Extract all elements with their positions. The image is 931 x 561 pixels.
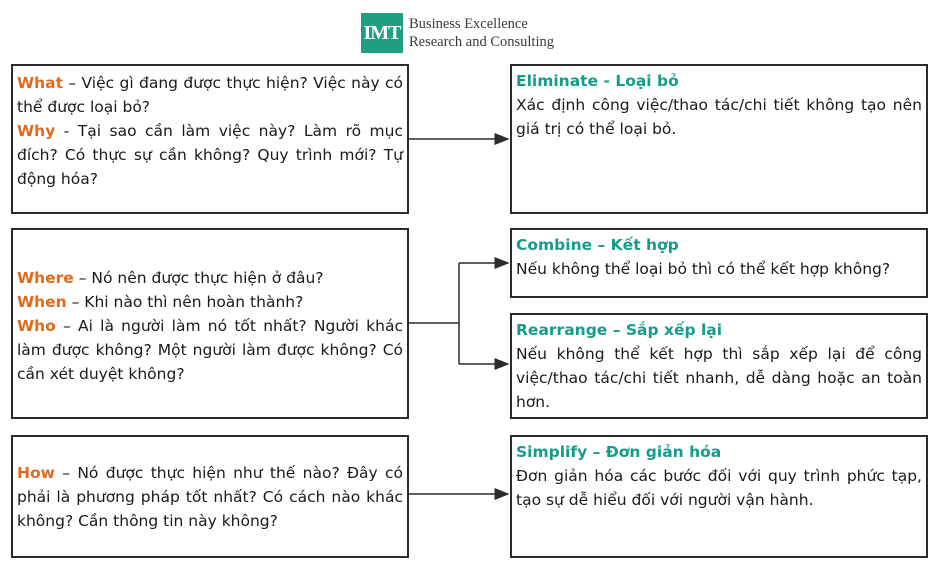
how-keyword: How: [17, 463, 55, 482]
simplify-box: [510, 435, 928, 558]
eliminate-text: Xác định công việc/thao tác/chi tiết không tạo nên giá trị có thể loại bỏ.: [516, 96, 922, 138]
simplify-text: Đơn giản hóa các bước đối với quy trình phức tạp, tạo sự dễ hiểu đối với người vận hành.: [516, 467, 922, 509]
rearrange-title: Rearrange – Sắp xếp lại: [516, 321, 723, 339]
what-why-box: [11, 64, 409, 214]
company-logo: [361, 13, 554, 53]
combine-text: Nếu không thể loại bỏ thì có thể kết hợp không?: [516, 260, 891, 278]
imt-logo-mark: IMT: [361, 13, 403, 53]
who-keyword: Who: [17, 316, 56, 335]
eliminate-title: Eliminate - Loại bỏ: [516, 72, 679, 90]
simplify-title: Simplify – Đơn giản hóa: [516, 443, 722, 461]
combine-title: Combine – Kết hợp: [516, 236, 679, 254]
rearrange-text: Nếu không thể kết hợp thì sắp xếp lại để công việc/thao tác/chi tiết nhanh, dễ dàng hoặc an toàn hơn.: [516, 345, 922, 411]
combine-box: [510, 228, 928, 298]
why-text: - Tại sao cần làm việc này? Làm rõ mục đích? Có thực sự cần không? Quy trình mới? Tự động hóa?: [17, 122, 403, 188]
logo-line-2: Research and Consulting: [409, 34, 554, 50]
where-keyword: Where: [17, 268, 74, 287]
what-keyword: What: [17, 74, 64, 92]
where-text: – Nó nên được thực hiện ở đâu?: [73, 268, 324, 287]
how-box: [11, 435, 409, 558]
logo-text: [409, 15, 554, 51]
what-text: – Việc gì đang được thực hiện? Việc này có thể được loại bỏ?: [17, 74, 403, 116]
rearrange-box: [510, 313, 928, 419]
who-text: – Ai là người làm nó tốt nhất? Người khác làm được không? Một người làm được không? Có cần xét duyệt không?: [17, 316, 403, 383]
eliminate-box: [510, 64, 928, 214]
where-when-who-box: [11, 228, 409, 419]
why-keyword: Why: [17, 122, 56, 140]
how-text: – Nó được thực hiện như thế nào? Đây có phải là phương pháp tốt nhất? Có cách nào khác không? Cần thông tin này không?: [17, 463, 403, 530]
when-text: – Khi nào thì nên hoàn thành?: [66, 292, 304, 311]
when-keyword: When: [17, 292, 67, 311]
logo-line-1: Business Excellence: [409, 16, 528, 32]
